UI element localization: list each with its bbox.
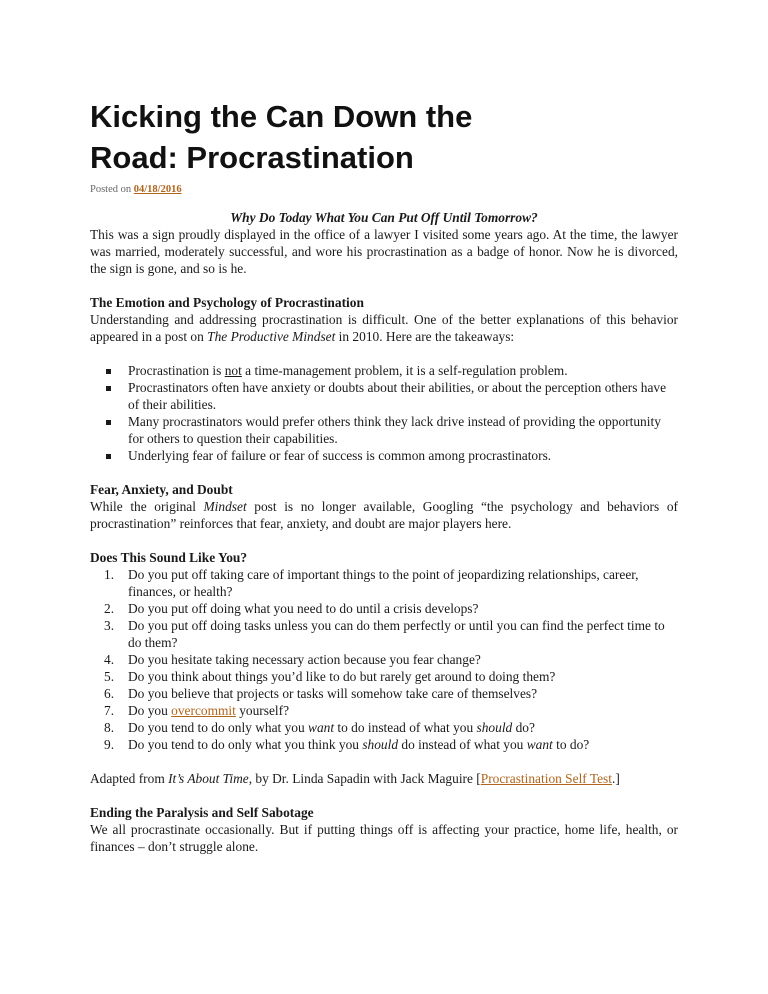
list-item [90, 362, 678, 379]
document-page [90, 96, 678, 855]
self-test-link[interactable]: Procrastination Self Test [480, 771, 612, 786]
list-item [90, 719, 678, 736]
emotion-paragraph [90, 311, 678, 345]
text-run: Do you [128, 703, 172, 718]
text-run: Do you believe that projects or tasks will somehow take care of themselves? [128, 686, 538, 701]
posted-date-link[interactable]: 04/18/2016 [133, 184, 182, 195]
text-run: While the original [90, 499, 204, 514]
section-heading-emotion: The Emotion and Psychology of Procrastination [90, 295, 364, 310]
section-heading-sound-like-you: Does This Sound Like You? [90, 550, 248, 565]
list-number: 8. [104, 720, 115, 735]
text-run: Understanding and addressing procrastination is difficult. One of the better explanations of this behavior appeared in a post on [90, 312, 678, 344]
text-run: Procrastinators often have anxiety or doubts about their abilities, or about the perception others have of their abilities. [128, 380, 667, 412]
text-run: a time-management problem, it is a self-regulation problem. [241, 363, 568, 378]
text-run: .] [611, 771, 620, 786]
list-item [90, 617, 678, 651]
intro-paragraph: This was a sign proudly displayed in the office of a lawyer I visited some years ago. At the time, the lawyer was married, moderately successful, and wore his procrastination as a badge of honor. Now he is divorced, the sign is gone, and so is he. [90, 227, 678, 276]
ending-paragraph: We all procrastinate occasionally. But if putting things off is affecting your practice, home life, health, or finances – don’t struggle alone. [90, 822, 678, 854]
italic-run: The Productive Mindset [207, 329, 336, 344]
italic-run: want [526, 737, 553, 752]
fear-paragraph [90, 498, 678, 532]
text-run: Do you put off doing what you need to do until a crisis develops? [128, 601, 479, 616]
subtitle: Why Do Today What You Can Put Off Until Tomorrow? [230, 210, 538, 225]
text-run: post is no longer available, Googling “the psychology and behaviors of procrastination” reinforces that fear, anxiety, and doubt are major players here. [90, 499, 678, 531]
list-item [90, 379, 678, 413]
list-item [90, 566, 678, 600]
text-run: do instead of what you [398, 737, 527, 752]
spacer [90, 464, 678, 481]
text-run: , by Dr. Linda Sapadin with Jack Maguire [ [248, 771, 481, 786]
italic-run: Mindset [203, 499, 247, 514]
spacer [90, 277, 678, 294]
italic-run: should [476, 720, 513, 735]
text-run: to do? [552, 737, 590, 752]
italic-run: should [362, 737, 399, 752]
list-number: 4. [104, 652, 115, 667]
spacer [90, 532, 678, 549]
underlined-run: not [224, 363, 242, 378]
text-run: Do you tend to do only what you think you [128, 737, 363, 752]
text-run: Procrastination is [128, 363, 225, 378]
text-run: Underlying fear of failure or fear of success is common among procrastinators. [128, 448, 552, 463]
list-number: 2. [104, 601, 115, 616]
section-heading-fear: Fear, Anxiety, and Doubt [90, 482, 233, 497]
adapted-paragraph [90, 770, 678, 787]
list-item [90, 447, 678, 464]
takeaways-list [90, 362, 678, 464]
bullet-icon [106, 369, 111, 374]
list-number: 5. [104, 669, 115, 684]
list-number: 6. [104, 686, 115, 701]
list-item [90, 413, 678, 447]
list-item [90, 600, 678, 617]
overcommit-link[interactable]: overcommit [171, 703, 236, 718]
list-number: 3. [104, 618, 115, 633]
text-run: yourself? [235, 703, 290, 718]
posted-prefix: Posted on [90, 184, 132, 195]
list-number: 9. [104, 737, 115, 752]
posted-line [90, 181, 678, 198]
italic-run: It’s About Time [168, 771, 249, 786]
section-heading-ending: Ending the Paralysis and Self Sabotage [90, 805, 314, 820]
text-run: Do you put off taking care of important things to the point of jeopardizing relationships, career, finances, or health? [128, 567, 639, 599]
italic-run: want [308, 720, 335, 735]
text-run: Do you put off doing tasks unless you can do them perfectly or until you can find the perfect time to do them? [128, 618, 665, 650]
bullet-icon [106, 454, 111, 459]
bullet-icon [106, 386, 111, 391]
list-number: 7. [104, 703, 115, 718]
text-run: Do you think about things you’d like to do but rarely get around to doing them? [128, 669, 556, 684]
list-number: 1. [104, 567, 115, 582]
list-item [90, 668, 678, 685]
text-run: Adapted from [90, 771, 169, 786]
spacer [90, 345, 678, 362]
text-run: do? [512, 720, 535, 735]
bullet-icon [106, 420, 111, 425]
list-item [90, 651, 678, 668]
spacer [90, 787, 678, 804]
list-item [90, 736, 678, 753]
text-run: to do instead of what you [334, 720, 477, 735]
text-run: Many procrastinators would prefer others think they lack drive instead of providing the opportunity for others to question their capabilities. [128, 414, 661, 446]
questions-list [90, 566, 678, 753]
spacer [90, 753, 678, 770]
article-title: Kicking the Can Down the Road: Procrastination [90, 99, 473, 175]
list-item [90, 685, 678, 702]
text-run: in 2010. Here are the takeaways: [335, 329, 515, 344]
text-run: Do you hesitate taking necessary action because you fear change? [128, 652, 481, 667]
text-run: Do you tend to do only what you [128, 720, 309, 735]
list-item [90, 702, 678, 719]
